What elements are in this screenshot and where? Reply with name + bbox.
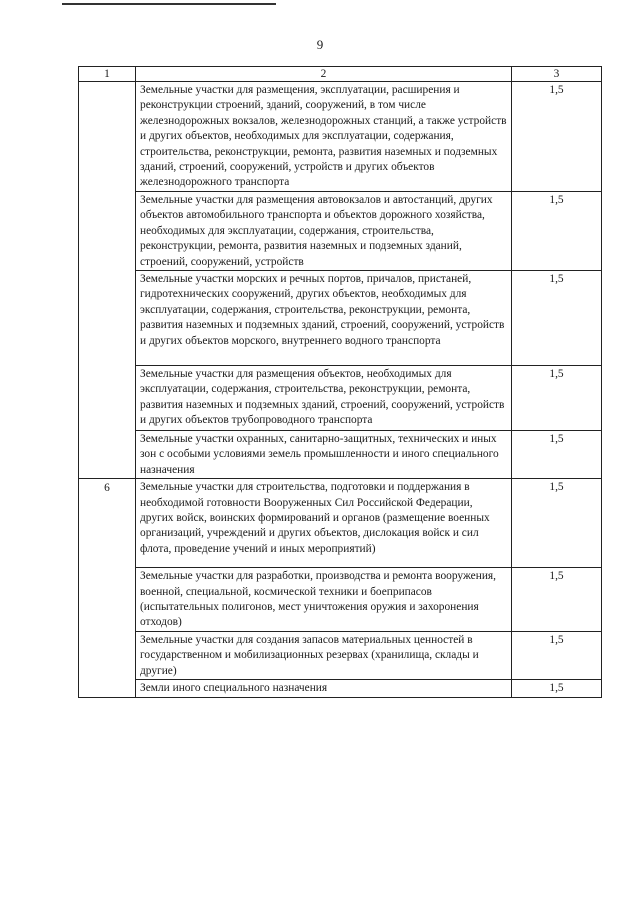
table-row [79, 479, 602, 568]
table-row [79, 568, 602, 632]
row-description: Земельные участки для размещения объектов, необходимых для эксплуатации, содержания, строительства, реконструкции, ремонта, развития наземных и подземных зданий, строений, сооружений, устройств и других объектов трубопроводного транспорта [136, 366, 512, 431]
row-number-cell [79, 82, 136, 479]
row-description: Земельные участки морских и речных портов, причалов, пристаней, гидротехнических сооружений, других объектов, необходимых для эксплуатации, содержания, строительства, реконструкции, ремонта, развития наземных и подземных зданий, строений, сооружений, устройств и других объектов морского, внутреннего водного транспорта [136, 271, 512, 366]
row-description: Земельные участки для разработки, производства и ремонта вооружения, военной, специальной, космической техники и боеприпасов (испытательных полигонов, мест уничтожения оружия и захоронения отходов) [136, 568, 512, 632]
row-coefficient: 1,5 [512, 631, 602, 679]
header-col-3: 3 [512, 67, 602, 82]
row-coefficient: 1,5 [512, 366, 602, 431]
page-number: 9 [316, 37, 324, 52]
row-coefficient: 1,5 [512, 271, 602, 366]
table-row [79, 431, 602, 479]
row-coefficient: 1,5 [512, 680, 602, 697]
row-description: Земельные участки охранных, санитарно-защитных, технических и иных зон с особыми условиями земель промышленности и иного специального назначения [136, 431, 512, 479]
row-coefficient: 1,5 [512, 192, 602, 271]
row-coefficient: 1,5 [512, 479, 602, 568]
land-coefficient-table [78, 66, 602, 698]
row-description: Земельные участки для размещения, эксплуатации, расширения и реконструкции строений, зданий, сооружений, в том числе железнодорожных вокзалов, железнодорожных станций, а также устройств и других объектов, необходимых для эксплуатации, содержания, строительства, реконструкции, ремонта, развития наземных и подземных зданий, строений, сооружений, устройств и других объектов железнодорожного транспорта [136, 82, 512, 192]
table-row [79, 366, 602, 431]
header-col-2: 2 [136, 67, 512, 82]
row-description: Земельные участки для создания запасов материальных ценностей в государственном и мобилизационных резервах (хранилища, склады и другие) [136, 631, 512, 679]
header-col-1: 1 [79, 67, 136, 82]
row-number-cell: 6 [79, 479, 136, 697]
row-coefficient: 1,5 [512, 82, 602, 192]
row-description: Земельные участки для размещения автовокзалов и автостанций, других объектов автомобильного транспорта и объектов дорожного хозяйства, необходимых для эксплуатации, содержания, строительства, реконструкции, ремонта, развития наземных и подземных зданий, строений, сооружений, устройств [136, 192, 512, 271]
table-row [79, 271, 602, 366]
row-coefficient: 1,5 [512, 431, 602, 479]
table-header-row [79, 67, 602, 82]
table-row [79, 631, 602, 679]
table-row [79, 680, 602, 697]
top-rule [62, 3, 276, 5]
table-row [79, 192, 602, 271]
table-row [79, 82, 602, 192]
row-description: Земельные участки для строительства, подготовки и поддержания в необходимой готовности Вооруженных Сил Российской Федерации, других войск, воинских формирований и органов (размещение военных организаций, учреждений и других объектов, дислокация войск и сил флота, проведение учений и иных мероприятий) [136, 479, 512, 568]
row-description: Земли иного специального назначения [136, 680, 512, 697]
row-coefficient: 1,5 [512, 568, 602, 632]
